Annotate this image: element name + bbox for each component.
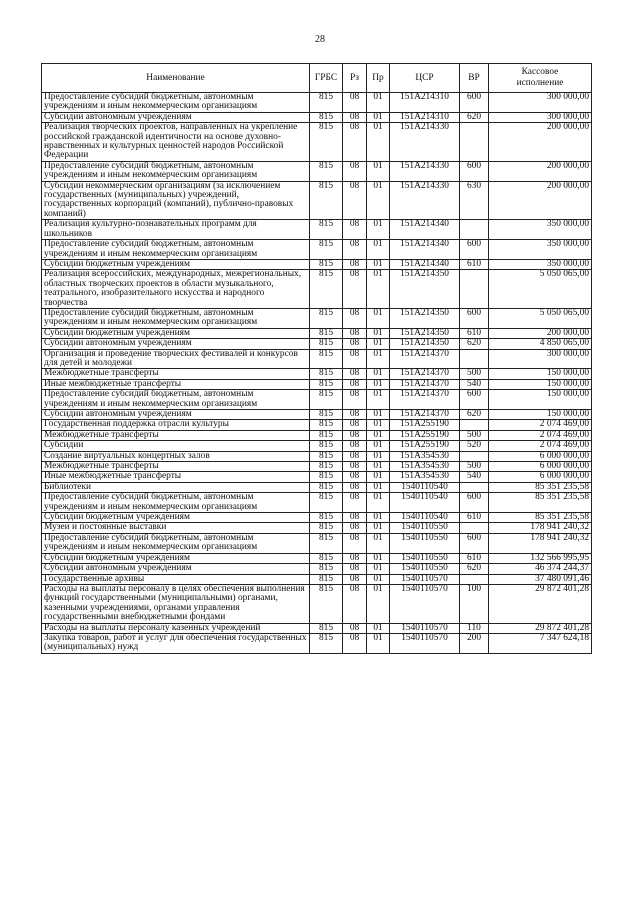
row-vr-cell: 100 [460,584,489,623]
row-amount-cell: 85 351 235,58 [489,493,592,513]
row-csr-cell: 1540110550 [390,564,460,574]
row-rz-cell: 08 [343,462,367,472]
header-name: Наименование [42,64,310,93]
row-grbs-cell: 815 [310,513,343,523]
row-pr-cell: 01 [367,181,390,220]
row-name-cell: Субсидии автономным учреждениям [42,112,310,122]
row-rz-cell: 08 [343,349,367,369]
row-name-cell: Предоставление субсидий бюджетным, автономным учреждениям и иным некоммерческим организациям [42,161,310,181]
table-row [42,339,592,349]
row-vr-cell [460,420,489,430]
row-amount-cell: 6 000 000,00 [489,451,592,461]
row-amount-cell: 300 000,00 [489,349,592,369]
row-csr-cell: 151A214340 [390,220,460,240]
row-amount-cell: 2 074 469,00 [489,441,592,451]
row-pr-cell: 01 [367,430,390,440]
row-grbs-cell: 815 [310,270,343,309]
table-row [42,308,592,328]
row-grbs-cell: 815 [310,259,343,269]
row-csr-cell: 1540110540 [390,482,460,492]
row-rz-cell: 08 [343,379,367,389]
row-grbs-cell: 815 [310,574,343,584]
row-grbs-cell: 815 [310,220,343,240]
row-name-cell: Предоставление субсидий бюджетным, автономным учреждениям и иным некоммерческим организациям [42,493,310,513]
row-csr-cell: 151A214340 [390,240,460,260]
row-name-cell: Субсидии бюджетным учреждениям [42,513,310,523]
row-grbs-cell: 815 [310,328,343,338]
row-rz-cell: 08 [343,339,367,349]
table-row [42,123,592,162]
row-rz-cell: 08 [343,123,367,162]
row-vr-cell: 500 [460,462,489,472]
row-pr-cell: 01 [367,513,390,523]
row-name-cell: Субсидии бюджетным учреждениям [42,259,310,269]
row-rz-cell: 08 [343,584,367,623]
row-grbs-cell: 815 [310,430,343,440]
row-vr-cell: 630 [460,181,489,220]
row-rz-cell: 08 [343,220,367,240]
row-pr-cell: 01 [367,553,390,563]
row-amount-cell: 300 000,00 [489,112,592,122]
table-row [42,564,592,574]
row-grbs-cell: 815 [310,240,343,260]
row-rz-cell: 08 [343,523,367,533]
row-csr-cell: 151A214370 [390,410,460,420]
row-name-cell: Предоставление субсидий бюджетным, автономным учреждениям и иным некоммерческим организациям [42,390,310,410]
header-amount-line2: исполнение [516,78,564,88]
row-name-cell: Расходы на выплаты персоналу в целях обеспечения выполнения функций государственными (муниципальными) органами, казенными учреждениями, органами управления государственными внебюджетными фондами [42,584,310,623]
row-rz-cell: 08 [343,513,367,523]
row-pr-cell: 01 [367,451,390,461]
header-rz: Рз [343,64,367,93]
row-name-cell: Субсидии бюджетным учреждениям [42,328,310,338]
table-body [42,93,592,654]
row-csr-cell: 151A214330 [390,181,460,220]
row-name-cell: Субсидии [42,441,310,451]
row-csr-cell: 151A214350 [390,270,460,309]
row-amount-cell: 4 850 065,00 [489,339,592,349]
row-grbs-cell: 815 [310,441,343,451]
row-rz-cell: 08 [343,308,367,328]
row-vr-cell: 600 [460,308,489,328]
row-vr-cell: 500 [460,369,489,379]
row-name-cell: Закупка товаров, работ и услуг для обеспечения государственных (муниципальных) нужд [42,633,310,653]
table-row [42,349,592,369]
row-amount-cell: 29 872 401,28 [489,623,592,633]
table-row [42,112,592,122]
row-pr-cell: 01 [367,161,390,181]
row-vr-cell [460,123,489,162]
row-rz-cell: 08 [343,451,367,461]
row-vr-cell [460,349,489,369]
row-rz-cell: 08 [343,410,367,420]
row-amount-cell: 200 000,00 [489,123,592,162]
row-amount-cell: 85 351 235,58 [489,482,592,492]
row-grbs-cell: 815 [310,482,343,492]
row-rz-cell: 08 [343,161,367,181]
table-row [42,93,592,113]
row-pr-cell: 01 [367,379,390,389]
row-grbs-cell: 815 [310,462,343,472]
table-header-row [42,64,592,93]
row-csr-cell: 151A214310 [390,112,460,122]
row-amount-cell: 200 000,00 [489,181,592,220]
header-grbs: ГРБС [310,64,343,93]
row-name-cell: Реализация всероссийских, международных, межрегиональных, областных творческих проектов в области музыкального, театрального, изобразительного искусства и народного творчества [42,270,310,309]
row-amount-cell: 178 941 240,32 [489,533,592,553]
row-pr-cell: 01 [367,420,390,430]
row-amount-cell: 300 000,00 [489,93,592,113]
row-grbs-cell: 815 [310,410,343,420]
row-csr-cell: 151A214350 [390,328,460,338]
row-vr-cell: 610 [460,553,489,563]
row-vr-cell: 620 [460,112,489,122]
row-rz-cell: 08 [343,574,367,584]
row-vr-cell: 540 [460,472,489,482]
row-vr-cell [460,574,489,584]
row-vr-cell: 600 [460,93,489,113]
row-pr-cell: 01 [367,523,390,533]
row-amount-cell: 150 000,00 [489,369,592,379]
row-grbs-cell: 815 [310,390,343,410]
row-rz-cell: 08 [343,328,367,338]
row-vr-cell [460,523,489,533]
row-name-cell: Государственная поддержка отрасли культуры [42,420,310,430]
table-row [42,584,592,623]
row-pr-cell: 01 [367,482,390,492]
row-grbs-cell: 815 [310,584,343,623]
row-vr-cell: 600 [460,240,489,260]
row-pr-cell: 01 [367,93,390,113]
table-row [42,493,592,513]
row-csr-cell: 1540110550 [390,553,460,563]
row-csr-cell: 1540110570 [390,574,460,584]
row-csr-cell: 1540110550 [390,533,460,553]
row-rz-cell: 08 [343,181,367,220]
row-pr-cell: 01 [367,623,390,633]
row-pr-cell: 01 [367,339,390,349]
row-amount-cell: 150 000,00 [489,410,592,420]
row-rz-cell: 08 [343,564,367,574]
row-name-cell: Субсидии бюджетным учреждениям [42,553,310,563]
row-vr-cell: 610 [460,513,489,523]
row-rz-cell: 08 [343,623,367,633]
row-amount-cell: 6 000 000,00 [489,462,592,472]
row-grbs-cell: 815 [310,349,343,369]
row-vr-cell [460,220,489,240]
row-pr-cell: 01 [367,123,390,162]
row-csr-cell: 151A354530 [390,472,460,482]
row-amount-cell: 350 000,00 [489,220,592,240]
row-pr-cell: 01 [367,410,390,420]
row-pr-cell: 01 [367,441,390,451]
row-rz-cell: 08 [343,633,367,653]
row-rz-cell: 08 [343,240,367,260]
row-rz-cell: 08 [343,420,367,430]
row-pr-cell: 01 [367,240,390,260]
row-csr-cell: 151A214370 [390,349,460,369]
row-amount-cell: 2 074 469,00 [489,430,592,440]
row-name-cell: Межбюджетные трансферты [42,369,310,379]
row-grbs-cell: 815 [310,379,343,389]
table-row [42,533,592,553]
row-amount-cell: 150 000,00 [489,379,592,389]
row-name-cell: Расходы на выплаты персоналу казенных учреждений [42,623,310,633]
row-name-cell: Создание виртуальных концертных залов [42,451,310,461]
row-name-cell: Библиотеки [42,482,310,492]
row-name-cell: Организация и проведение творческих фестивалей и конкурсов для детей и молодежи [42,349,310,369]
row-rz-cell: 08 [343,482,367,492]
row-vr-cell: 620 [460,339,489,349]
row-csr-cell: 151A255190 [390,420,460,430]
row-amount-cell: 5 050 065,00 [489,308,592,328]
row-amount-cell: 200 000,00 [489,161,592,181]
row-amount-cell: 200 000,00 [489,328,592,338]
row-amount-cell: 7 347 624,18 [489,633,592,653]
row-vr-cell: 620 [460,410,489,420]
row-amount-cell: 350 000,00 [489,240,592,260]
table-row [42,633,592,653]
table-row [42,513,592,523]
row-pr-cell: 01 [367,349,390,369]
row-grbs-cell: 815 [310,93,343,113]
row-rz-cell: 08 [343,93,367,113]
row-csr-cell: 1540110550 [390,523,460,533]
row-pr-cell: 01 [367,462,390,472]
row-pr-cell: 01 [367,259,390,269]
row-rz-cell: 08 [343,369,367,379]
row-name-cell: Субсидии автономным учреждениям [42,410,310,420]
row-csr-cell: 151A255190 [390,430,460,440]
row-grbs-cell: 815 [310,123,343,162]
row-grbs-cell: 815 [310,553,343,563]
row-name-cell: Субсидии автономным учреждениям [42,339,310,349]
row-vr-cell [460,482,489,492]
row-grbs-cell: 815 [310,420,343,430]
header-amount [489,64,592,93]
row-name-cell: Предоставление субсидий бюджетным, автономным учреждениям и иным некоммерческим организациям [42,93,310,113]
row-rz-cell: 08 [343,441,367,451]
row-name-cell: Межбюджетные трансферты [42,462,310,472]
row-pr-cell: 01 [367,574,390,584]
row-amount-cell: 2 074 469,00 [489,420,592,430]
row-pr-cell: 01 [367,493,390,513]
row-csr-cell: 151A214310 [390,93,460,113]
table-row [42,220,592,240]
row-csr-cell: 151A354530 [390,462,460,472]
header-pr: Пр [367,64,390,93]
page-number: 28 [315,34,325,45]
table-row [42,441,592,451]
budget-execution-table [41,63,592,654]
row-rz-cell: 08 [343,430,367,440]
row-grbs-cell: 815 [310,369,343,379]
table-row [42,240,592,260]
row-rz-cell: 08 [343,259,367,269]
row-name-cell: Музеи и постоянные выставки [42,523,310,533]
row-vr-cell: 540 [460,379,489,389]
table-row [42,181,592,220]
row-name-cell: Реализация творческих проектов, направленных на укрепление российской гражданской идентичности на основе духовно-нравственных и культурных ценностей народов Российской Федерации [42,123,310,162]
table-row [42,420,592,430]
row-amount-cell: 37 480 091,46 [489,574,592,584]
row-vr-cell: 600 [460,390,489,410]
header-amount-line1: Кассовое [521,67,559,77]
row-amount-cell: 132 566 995,95 [489,553,592,563]
table-row [42,369,592,379]
row-rz-cell: 08 [343,472,367,482]
row-csr-cell: 151A214370 [390,390,460,410]
row-pr-cell: 01 [367,633,390,653]
row-pr-cell: 01 [367,533,390,553]
row-pr-cell: 01 [367,308,390,328]
row-vr-cell: 600 [460,493,489,513]
row-csr-cell: 151A214340 [390,259,460,269]
row-csr-cell: 151A214350 [390,339,460,349]
row-name-cell: Иные межбюджетные трансферты [42,472,310,482]
table-row [42,161,592,181]
row-csr-cell: 151A214330 [390,123,460,162]
row-grbs-cell: 815 [310,181,343,220]
table-row [42,574,592,584]
row-rz-cell: 08 [343,390,367,410]
table-row [42,623,592,633]
row-pr-cell: 01 [367,564,390,574]
row-csr-cell: 151A255190 [390,441,460,451]
row-amount-cell: 46 374 244,37 [489,564,592,574]
row-rz-cell: 08 [343,533,367,553]
table-row [42,472,592,482]
header-vr: ВР [460,64,489,93]
row-amount-cell: 85 351 235,58 [489,513,592,523]
row-vr-cell: 600 [460,533,489,553]
row-name-cell: Предоставление субсидий бюджетным, автономным учреждениям и иным некоммерческим организациям [42,240,310,260]
row-name-cell: Межбюджетные трансферты [42,430,310,440]
row-grbs-cell: 815 [310,633,343,653]
row-name-cell: Субсидии автономным учреждениям [42,564,310,574]
row-name-cell: Государственные архивы [42,574,310,584]
row-rz-cell: 08 [343,112,367,122]
row-amount-cell: 178 941 240,32 [489,523,592,533]
row-csr-cell: 1540110570 [390,623,460,633]
row-grbs-cell: 815 [310,451,343,461]
table-row [42,523,592,533]
row-amount-cell: 350 000,00 [489,259,592,269]
row-amount-cell: 6 000 000,00 [489,472,592,482]
row-name-cell: Предоставление субсидий бюджетным, автономным учреждениям и иным некоммерческим организациям [42,533,310,553]
row-vr-cell: 600 [460,161,489,181]
row-name-cell: Реализация культурно-познавательных программ для школьников [42,220,310,240]
row-name-cell: Субсидии некоммерческим организациям (за исключением государственных (муниципальных) учреждений, государственных корпораций (компаний), публично-правовых компаний) [42,181,310,220]
table-row [42,430,592,440]
row-csr-cell: 1540110570 [390,584,460,623]
row-name-cell: Иные межбюджетные трансферты [42,379,310,389]
row-csr-cell: 151A214370 [390,369,460,379]
row-pr-cell: 01 [367,472,390,482]
row-rz-cell: 08 [343,493,367,513]
row-csr-cell: 151A354530 [390,451,460,461]
table-row [42,451,592,461]
row-grbs-cell: 815 [310,472,343,482]
row-vr-cell: 620 [460,564,489,574]
row-grbs-cell: 815 [310,493,343,513]
row-pr-cell: 01 [367,369,390,379]
row-amount-cell: 5 050 065,00 [489,270,592,309]
row-grbs-cell: 815 [310,308,343,328]
row-grbs-cell: 815 [310,523,343,533]
table-row [42,390,592,410]
table-row [42,270,592,309]
row-pr-cell: 01 [367,112,390,122]
row-vr-cell [460,451,489,461]
row-csr-cell: 151A214350 [390,308,460,328]
row-grbs-cell: 815 [310,161,343,181]
row-grbs-cell: 815 [310,339,343,349]
row-grbs-cell: 815 [310,564,343,574]
row-csr-cell: 1540110570 [390,633,460,653]
header-csr: ЦСР [390,64,460,93]
row-pr-cell: 01 [367,270,390,309]
row-csr-cell: 151A214330 [390,161,460,181]
row-pr-cell: 01 [367,328,390,338]
row-rz-cell: 08 [343,270,367,309]
row-vr-cell: 610 [460,328,489,338]
table-row [42,410,592,420]
row-vr-cell: 500 [460,430,489,440]
row-grbs-cell: 815 [310,112,343,122]
row-grbs-cell: 815 [310,623,343,633]
row-pr-cell: 01 [367,220,390,240]
row-vr-cell: 610 [460,259,489,269]
row-pr-cell: 01 [367,584,390,623]
row-amount-cell: 29 872 401,28 [489,584,592,623]
row-amount-cell: 150 000,00 [489,390,592,410]
row-vr-cell: 110 [460,623,489,633]
row-vr-cell [460,270,489,309]
row-csr-cell: 1540110540 [390,493,460,513]
row-vr-cell: 200 [460,633,489,653]
row-rz-cell: 08 [343,553,367,563]
row-csr-cell: 1540110540 [390,513,460,523]
row-pr-cell: 01 [367,390,390,410]
row-grbs-cell: 815 [310,533,343,553]
row-csr-cell: 151A214370 [390,379,460,389]
row-vr-cell: 520 [460,441,489,451]
row-name-cell: Предоставление субсидий бюджетным, автономным учреждениям и иным некоммерческим организациям [42,308,310,328]
